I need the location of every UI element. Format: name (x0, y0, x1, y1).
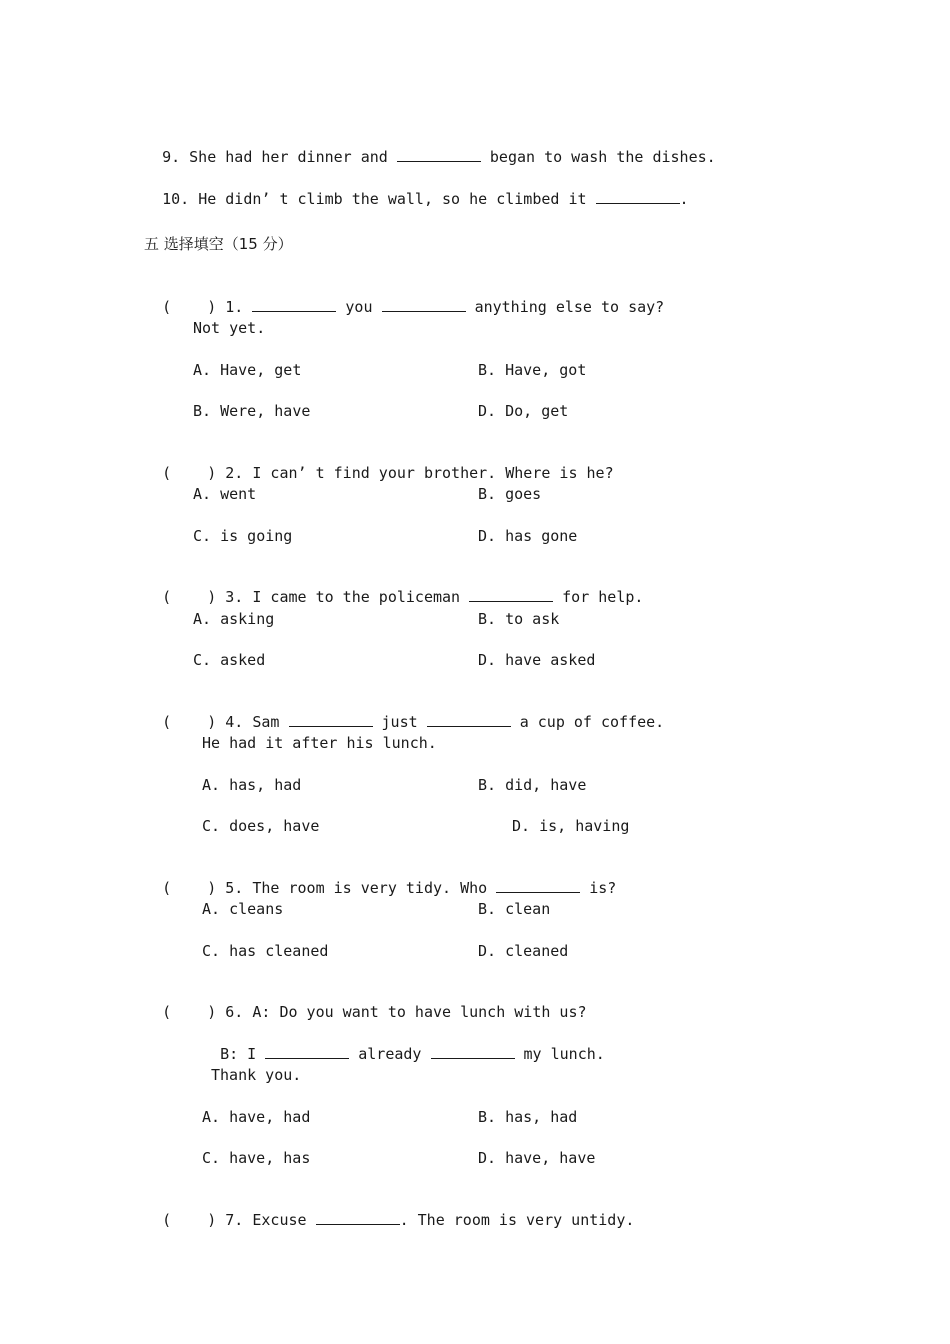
dialogue-line-b (202, 1024, 605, 1064)
option-d[interactable]: D. have asked (478, 651, 596, 669)
question-text: my lunch. (523, 1045, 605, 1063)
question-text: you (345, 298, 373, 316)
question-10 (144, 169, 689, 209)
question-text: . (679, 190, 689, 208)
option-b[interactable]: B. has, had (478, 1108, 578, 1126)
option-b[interactable]: B. did, have (478, 776, 587, 794)
answer-blank[interactable] (596, 189, 680, 204)
option-b[interactable]: B. clean (478, 900, 551, 918)
reply-text: Thank you. (211, 1066, 302, 1084)
option-b[interactable]: B. to ask (478, 610, 560, 628)
section-title: 五 选择填空（15 分） (144, 235, 293, 253)
answer-blank[interactable] (316, 1210, 400, 1225)
answer-paren[interactable]: ( ) (162, 879, 217, 897)
option-c[interactable]: C. have, has (202, 1149, 311, 1167)
question-number: 5. (225, 879, 244, 897)
question-number: 1. (225, 298, 244, 316)
option-c[interactable]: C. asked (193, 651, 266, 669)
question-text: anything else to say? (474, 298, 665, 316)
option-c[interactable]: C. is going (193, 527, 293, 545)
option-d[interactable]: D. have, have (478, 1149, 596, 1167)
answer-blank[interactable] (289, 712, 373, 727)
answer-paren[interactable]: ( ) (162, 1003, 217, 1021)
option-a[interactable]: A. asking (193, 610, 275, 628)
answer-blank[interactable] (496, 878, 580, 893)
answer-paren[interactable]: ( ) (162, 1211, 217, 1229)
option-a[interactable]: A. cleans (202, 900, 284, 918)
question-text: just (381, 713, 418, 731)
option-c[interactable]: C. has cleaned (202, 942, 329, 960)
question-text: began to wash the dishes. (489, 148, 716, 166)
answer-blank[interactable] (382, 297, 466, 312)
option-d[interactable]: D. Do, get (478, 402, 569, 420)
option-d[interactable]: D. is, having (512, 817, 630, 835)
question-text: is? (589, 879, 617, 897)
mc-question-3 (144, 567, 643, 607)
option-d[interactable]: D. has gone (478, 527, 578, 545)
question-text: . The room is very untidy. (399, 1211, 635, 1229)
mc-question-6 (144, 982, 587, 1022)
option-b[interactable]: B. goes (478, 485, 542, 503)
answer-blank[interactable] (469, 587, 553, 602)
reply-text: Not yet. (193, 319, 266, 337)
question-text: B: I (220, 1045, 257, 1063)
answer-paren[interactable]: ( ) (162, 713, 217, 731)
answer-paren[interactable]: ( ) (162, 464, 217, 482)
mc-question-7 (144, 1190, 634, 1230)
option-a[interactable]: A. Have, get (193, 361, 302, 379)
answer-paren[interactable]: ( ) (162, 588, 217, 606)
mc-question-5 (144, 858, 616, 898)
question-text: a cup of coffee. (519, 713, 665, 731)
question-number: 6. (225, 1003, 244, 1021)
option-a[interactable]: A. has, had (202, 776, 302, 794)
mc-question-2 (144, 443, 614, 483)
question-number: 7. (225, 1211, 244, 1229)
option-a[interactable]: A. went (193, 485, 257, 503)
answer-blank[interactable] (252, 297, 336, 312)
mc-question-1 (144, 277, 664, 317)
question-text: The room is very tidy. Who (252, 879, 488, 897)
mc-question-4 (144, 692, 664, 732)
question-number: 10. (162, 190, 190, 208)
question-text: I came to the policeman (252, 588, 461, 606)
question-number: 4. (225, 713, 244, 731)
question-text: I can’ t find your brother. Where is he? (252, 464, 614, 482)
option-a[interactable]: A. have, had (202, 1108, 311, 1126)
answer-paren[interactable]: ( ) (162, 298, 217, 316)
question-text: Sam (252, 713, 280, 731)
question-text: Excuse (252, 1211, 307, 1229)
question-9 (144, 127, 716, 167)
question-text: already (358, 1045, 422, 1063)
question-text: for help. (562, 588, 644, 606)
question-text: He didn’ t climb the wall, so he climbed it (198, 190, 587, 208)
answer-blank[interactable] (397, 147, 481, 162)
question-number: 9. (162, 148, 181, 166)
question-text: She had her dinner and (189, 148, 388, 166)
reply-text: He had it after his lunch. (202, 734, 437, 752)
option-c[interactable]: B. Were, have (193, 402, 311, 420)
option-c[interactable]: C. does, have (202, 817, 320, 835)
question-text: A: Do you want to have lunch with us? (252, 1003, 587, 1021)
option-d[interactable]: D. cleaned (478, 942, 569, 960)
answer-blank[interactable] (427, 712, 511, 727)
answer-blank[interactable] (265, 1044, 349, 1059)
answer-blank[interactable] (431, 1044, 515, 1059)
question-number: 2. (225, 464, 244, 482)
question-number: 3. (225, 588, 244, 606)
option-b[interactable]: B. Have, got (478, 361, 587, 379)
